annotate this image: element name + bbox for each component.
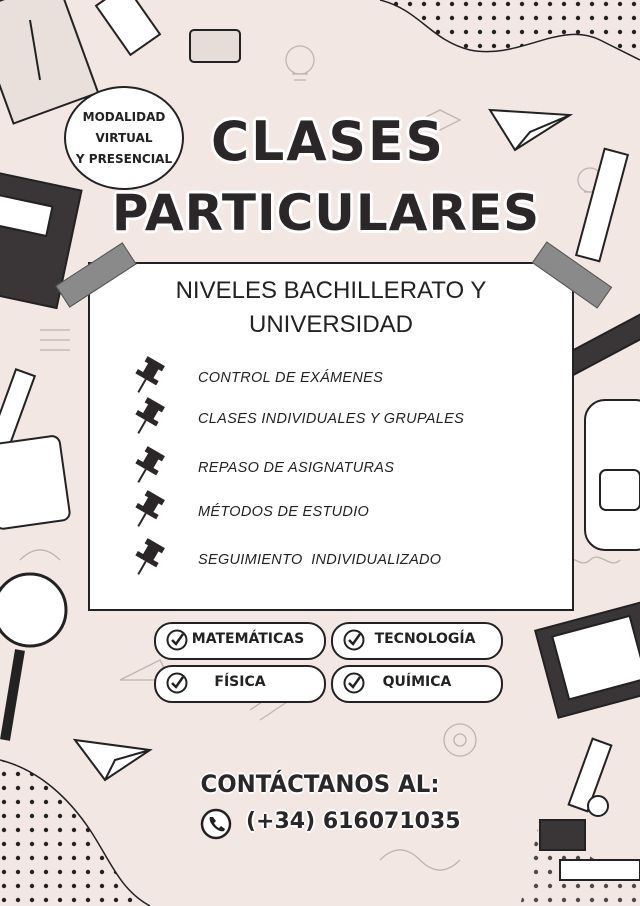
service-label: SEGUIMIENTO INDIVIDUALIZADO	[198, 552, 442, 568]
title-line-1: CLASES	[211, 110, 445, 174]
service-item	[130, 397, 550, 437]
subject-pill-matematicas	[154, 622, 326, 660]
phone-row[interactable]	[200, 806, 460, 842]
phone-icon	[200, 808, 232, 840]
badge-line-2: VIRTUAL	[95, 130, 153, 145]
subject-label: TECNOLOGÍA	[374, 631, 476, 647]
services-card	[88, 262, 574, 611]
service-item	[130, 356, 550, 396]
phone-number[interactable]: (+34) 616071035	[246, 809, 461, 834]
service-item	[130, 446, 550, 486]
levels-heading	[90, 274, 572, 342]
pushpin-icon	[130, 490, 190, 530]
pushpin-icon	[130, 446, 190, 486]
subject-pill-quimica	[331, 665, 503, 703]
subject-pill-tecnologia	[331, 622, 503, 660]
levels-line-2: UNIVERSIDAD	[248, 311, 414, 338]
service-label: CONTROL DE EXÁMENES	[198, 370, 384, 386]
service-label: REPASO DE ASIGNATURAS	[198, 460, 395, 476]
dotted-blob-top-right	[380, 0, 640, 60]
subject-label: FÍSICA	[214, 674, 266, 690]
pushpin-icon	[130, 538, 190, 578]
service-label: CLASES INDIVIDUALES Y GRUPALES	[198, 411, 465, 427]
title-line-2: PARTICULARES	[111, 184, 541, 242]
subject-pill-fisica	[154, 665, 326, 703]
service-item	[130, 538, 550, 578]
service-item	[130, 490, 550, 530]
subject-label: QUÍMICA	[382, 674, 452, 690]
badge-line-1: MODALIDAD	[82, 109, 166, 124]
badge-line-3: Y PRESENCIAL	[75, 151, 173, 166]
pushpin-icon	[130, 356, 190, 396]
subject-label: MATEMÁTICAS	[191, 631, 305, 647]
pushpin-icon	[130, 397, 190, 437]
service-label: MÉTODOS DE ESTUDIO	[198, 504, 370, 520]
contact-heading: CONTÁCTANOS AL:	[200, 770, 440, 798]
levels-line-1: NIVELES BACHILLERATO Y	[175, 277, 487, 304]
